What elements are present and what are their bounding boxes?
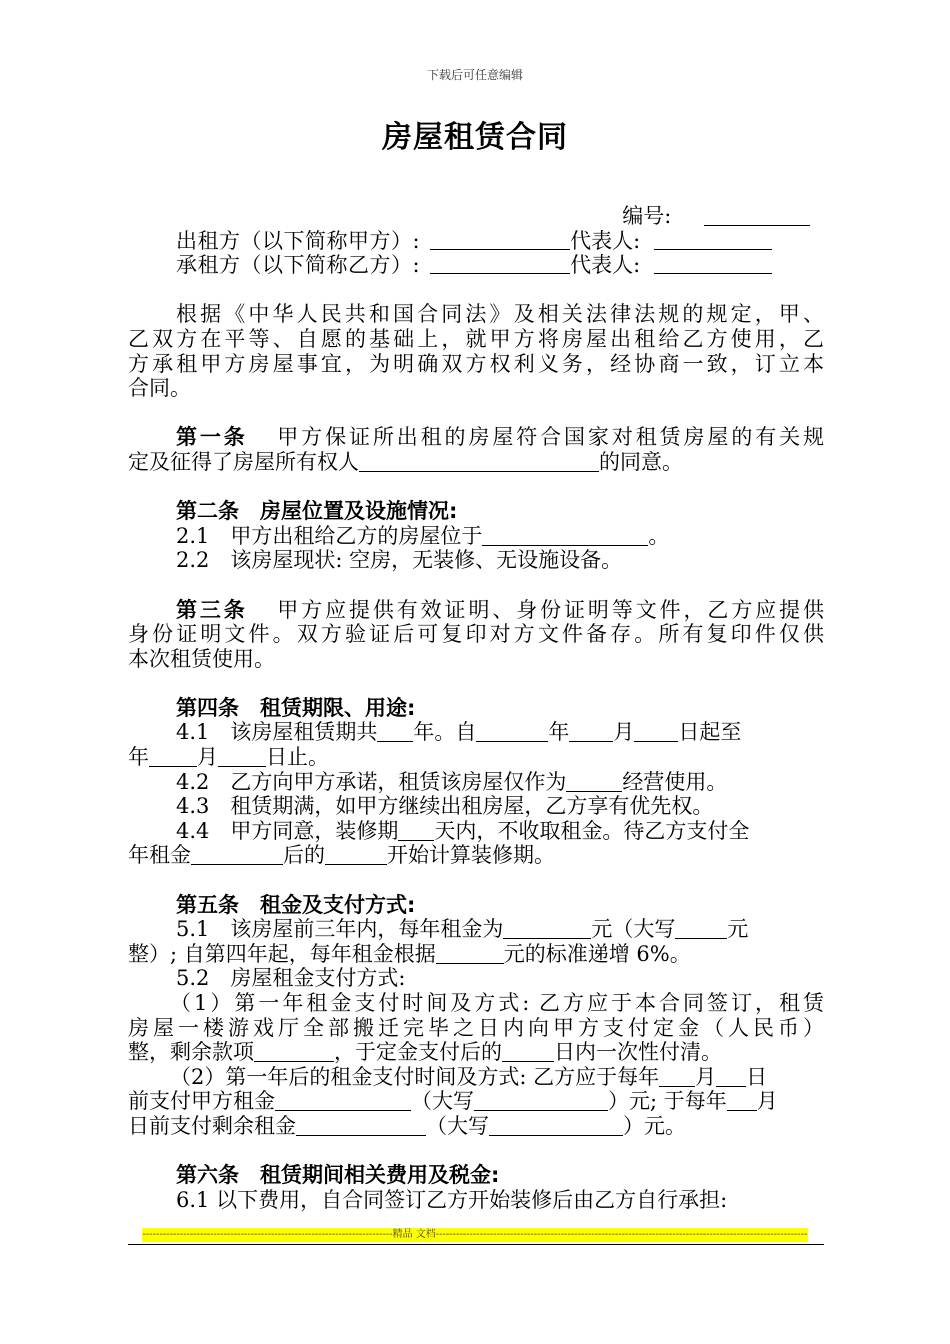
pay-month-blank [659, 1066, 695, 1087]
location-blank [482, 525, 648, 546]
payment-2-line [128, 1089, 824, 1114]
clause-text: 日止。 [266, 745, 329, 770]
article-1-text: 定及征得了房屋所有权人 [128, 449, 359, 474]
article-3-heading: 第三条 [176, 597, 248, 622]
article-3-line: 身份证明文件。双方验证后可复印对方文件备存。所有复印件仅供 [128, 622, 824, 647]
party-b-label: 承租方（以下简称乙方）: [176, 253, 421, 278]
preamble-line: 乙双方在平等、自愿的基础上，就甲方将房屋出租给乙方使用，乙 [128, 326, 824, 351]
number-blank [704, 205, 810, 226]
balance-blank [254, 1041, 334, 1062]
clause-text: 天内，不收取租金。待乙方支付全 [434, 818, 750, 843]
clause-2-2: 2.2 该房屋现状: 空房，无装修、无设施设备。 [176, 548, 623, 573]
fitout-days-blank [398, 820, 434, 841]
payment-1-line: 房屋一楼游戏厅全部搬迁完毕之日内向甲方支付定金（人民币） [128, 1015, 824, 1040]
clause-5-2: 5.2 房屋租金支付方式: [176, 966, 406, 991]
end-month-blank [149, 746, 197, 767]
article-2-heading: 第二条 房屋位置及设施情况: [176, 499, 458, 524]
clause-text: 月 [197, 745, 218, 770]
clause-text: 月 [613, 720, 635, 745]
party-b-rep-label: 代表人: [570, 253, 641, 278]
party-a-label: 出租方（以下简称甲方）: [176, 228, 421, 253]
clause-text: （2）第一年后的租金支付时间及方式: 乙方应于每年 [170, 1064, 660, 1089]
clause-2-1 [128, 524, 824, 549]
preamble-line: 合同。 [128, 376, 191, 401]
clause-4-1-cont [128, 745, 824, 770]
payment-2-line [128, 1065, 824, 1090]
footer-banner: --------------------------------------------------------------------------精品 文档-------------------------------------------------------------------------------------------------------------- [142, 1229, 808, 1240]
clause-text: 日起至 [678, 720, 742, 745]
annual-rent-blank [503, 918, 591, 939]
clause-4-1 [128, 720, 824, 745]
pay-day-blank [716, 1066, 746, 1087]
article-5-heading: 第五条 租金及支付方式: [176, 892, 416, 917]
remaining-rent-blank [296, 1115, 426, 1136]
clause-text: 4.2 乙方向甲方承诺，租赁该房屋仅作为 [176, 769, 567, 794]
clause-4-4-cont [128, 843, 824, 868]
clause-text: 年 [128, 745, 149, 770]
clause-text: （大写 [411, 1089, 474, 1114]
clause-text: 开始计算装修期。 [387, 843, 555, 868]
owner-blank [359, 451, 599, 472]
article-4-heading: 第四条 租赁期限、用途: [176, 695, 416, 720]
clause-text: 经营使用。 [622, 769, 728, 794]
rent-words-blank [474, 1090, 608, 1111]
article-1-line [128, 450, 824, 475]
start-day-blank [634, 721, 678, 742]
clause-5-1-cont [128, 942, 824, 967]
end-day-blank [218, 746, 266, 767]
payment-1-line: （1）第一年租金支付时间及方式: 乙方应于本合同签订，租赁 [170, 991, 824, 1015]
clause-text: 日前支付剩余租金 [128, 1113, 296, 1138]
document-title: 房屋租赁合同 [382, 120, 568, 155]
clause-text: 日内一次性付清。 [554, 1040, 722, 1065]
clause-5-1 [128, 917, 824, 942]
clause-text: 年 [548, 720, 570, 745]
article-3-text: 甲方应提供有效证明、身份证明等文件，乙方应提供 [277, 597, 825, 622]
number-line [128, 204, 824, 229]
article-1-text: 甲方保证所出租的房屋符合国家对租赁房屋的有关规 [277, 425, 825, 450]
clause-text: 5.1 该房屋前三年内，每年租金为 [176, 917, 504, 942]
article-1-text: 的同意。 [599, 449, 683, 474]
article-6-heading: 第六条 租赁期间相关费用及税金: [176, 1163, 500, 1188]
pay-month-2-blank [727, 1090, 757, 1111]
party-b-rep-blank [654, 253, 772, 274]
article-3-line [128, 598, 824, 623]
clause-text: 。 [648, 523, 670, 548]
days-blank [502, 1041, 554, 1062]
article-1-line [128, 425, 824, 450]
clause-text: 日 [746, 1064, 768, 1089]
start-year-blank [476, 721, 548, 742]
clause-text: 年。自 [413, 720, 477, 745]
preamble-line: 根据《中华人民共和国合同法》及相关法律法规的规定，甲、 [176, 302, 824, 327]
clause-4-4 [128, 819, 824, 844]
term-years-blank [377, 721, 413, 742]
clause-text: 年租金 [128, 843, 191, 868]
article-1-heading: 第一条 [176, 425, 248, 450]
party-b-blank [430, 253, 570, 274]
clause-text: ，于定金支付后的 [334, 1040, 502, 1065]
annual-rent-words-blank [675, 918, 727, 939]
start-month-blank [569, 721, 613, 742]
footer-rule [128, 1244, 824, 1245]
rent-amount-blank [275, 1090, 411, 1111]
clause-text: ）元。 [623, 1113, 686, 1138]
rent-blank [191, 844, 283, 865]
clause-text: 整）; 自第四年起，每年租金根据 [128, 941, 436, 966]
party-a-blank [430, 229, 570, 250]
clause-text: 后的 [283, 843, 325, 868]
clause-text: 4.1 该房屋租赁期共 [176, 720, 378, 745]
clause-text: 元 [727, 917, 749, 942]
party-b-line [128, 253, 824, 278]
clause-text: 整，剩余款项 [128, 1040, 254, 1065]
clause-text: ）元; 于每年 [608, 1089, 727, 1114]
clause-6-1: 6.1 以下费用，自合同签订乙方开始装修后由乙方自行承担: [176, 1187, 728, 1212]
party-a-line [128, 229, 824, 254]
payment-1-line [128, 1040, 824, 1065]
clause-text: （大写 [426, 1113, 489, 1138]
header-note: 下载后可任意编辑 [426, 68, 523, 82]
preamble-line: 方承租甲方房屋事宜，为明确双方权利义务，经协商一致，订立本 [128, 351, 824, 376]
clause-text: 2.1 甲方出租给乙方的房屋位于 [176, 523, 483, 548]
clause-4-3: 4.3 租赁期满，如甲方继续出租房屋，乙方享有优先权。 [176, 794, 714, 819]
clause-text: 元（大写 [591, 917, 676, 942]
clause-text: 月 [756, 1089, 778, 1114]
payment-2-line [128, 1114, 824, 1139]
clause-text: 4.4 甲方同意，装修期 [176, 818, 399, 843]
party-a-rep-blank [654, 229, 772, 250]
period-blank [325, 844, 387, 865]
party-a-rep-label: 代表人: [570, 228, 641, 253]
remaining-words-blank [489, 1115, 623, 1136]
usage-blank [566, 771, 622, 792]
clause-text: 前支付甲方租金 [128, 1089, 275, 1114]
number-label: 编号: [622, 204, 672, 228]
clause-4-2 [128, 770, 824, 795]
base-rent-blank [436, 943, 504, 964]
clause-text: 月 [695, 1064, 717, 1089]
article-3-line: 本次租赁使用。 [128, 646, 275, 671]
clause-text: 元的标准递增 6%。 [503, 941, 691, 966]
document-body [128, 204, 824, 1212]
